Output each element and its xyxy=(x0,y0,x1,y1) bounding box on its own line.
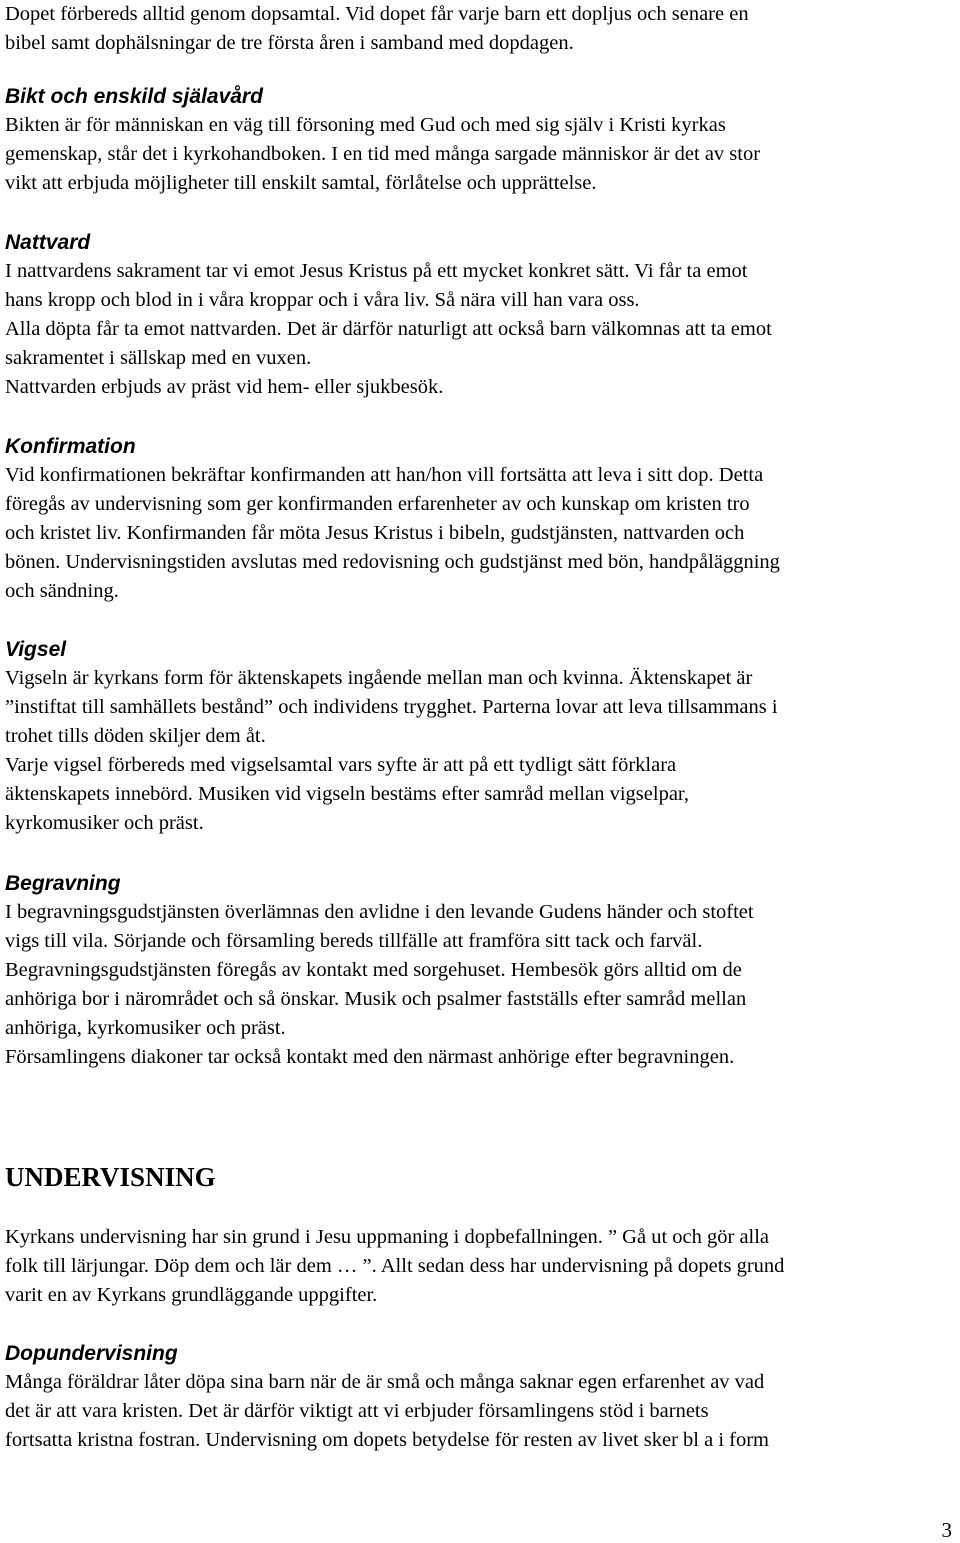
paragraph-line: fortsatta kristna fostran. Undervisning om dopets betydelse för resten av livet sker bl a i form xyxy=(5,1429,769,1451)
section-dopundervisning xyxy=(5,1339,960,1455)
chapter-heading: UNDERVISNING xyxy=(5,1162,216,1192)
paragraph-line: trohet tills döden skiljer dem åt. xyxy=(5,725,266,747)
paragraph-line: Varje vigsel förbereds med vigselsamtal vars syfte är att på ett tydligt sätt förklara xyxy=(5,754,677,776)
paragraph-line: anhöriga bor i närområdet och så önskar. Musik och psalmer fastställs efter samråd mellan xyxy=(5,988,747,1010)
section-heading: Konfirmation xyxy=(5,435,136,458)
paragraph-line: varit en av Kyrkans grundläggande uppgifter. xyxy=(5,1284,378,1306)
section-heading: Nattvard xyxy=(5,231,91,254)
paragraph-line: anhöriga, kyrkomusiker och präst. xyxy=(5,1017,286,1039)
paragraph-line: föregås av undervisning som ger konfirmanden erfarenheter av och kunskap om kristen tro xyxy=(5,493,750,515)
paragraph-line: äktenskapets innebörd. Musiken vid vigseln bestäms efter samråd mellan vigselpar, xyxy=(5,783,690,805)
paragraph-line: sakramentet i sällskap med en vuxen. xyxy=(5,347,312,369)
page-number: 3 xyxy=(941,1518,952,1542)
intro-paragraph xyxy=(5,0,960,58)
paragraph-line: bibel samt dophälsningar de tre första åren i samband med dopdagen. xyxy=(5,32,574,54)
section-undervisning xyxy=(5,1160,960,1194)
section-heading: Begravning xyxy=(5,872,121,895)
paragraph-line: hans kropp och blod in i våra kroppar och i våra liv. Så nära vill han vara oss. xyxy=(5,289,640,311)
paragraph-line: folk till lärjungar. Döp dem och lär dem … ”. Allt sedan dess har undervisning på dopets grund xyxy=(5,1255,785,1277)
paragraph-line: kyrkomusiker och präst. xyxy=(5,812,204,834)
paragraph-line: det är att vara kristen. Det är därför viktigt att vi erbjuder församlingens stöd i barnets xyxy=(5,1400,709,1422)
section-konfirmation xyxy=(5,432,960,606)
paragraph-line: bönen. Undervisningstiden avslutas med redovisning och gudstjänst med bön, handpåläggning xyxy=(5,551,780,573)
paragraph-line: Vigseln är kyrkans form för äktenskapets ingående mellan man och kvinna. Äktenskapet är xyxy=(5,667,753,689)
paragraph-line: Alla döpta får ta emot nattvarden. Det är därför naturligt att också barn välkomnas att ta emot xyxy=(5,318,772,340)
paragraph-line: och kristet liv. Konfirmanden får möta Jesus Kristus i bibeln, gudstjänsten, nattvarden och xyxy=(5,522,745,544)
section-heading: Dopundervisning xyxy=(5,1342,178,1365)
paragraph-line: I nattvardens sakrament tar vi emot Jesus Kristus på ett mycket konkret sätt. Vi får ta emot xyxy=(5,260,748,282)
paragraph-line: Vid konfirmationen bekräftar konfirmanden att han/hon vill fortsätta att leva i sitt dop. Detta xyxy=(5,464,764,486)
section-nattvard xyxy=(5,228,960,402)
paragraph-line: Många föräldrar låter döpa sina barn när de är små och många saknar egen erfarenhet av vad xyxy=(5,1371,765,1393)
paragraph-line: Dopet förbereds alltid genom dopsamtal. Vid dopet får varje barn ett dopljus och senare en xyxy=(5,3,749,25)
paragraph-line: Begravningsgudstjänsten föregås av kontakt med sorgehuset. Hembesök görs alltid om de xyxy=(5,959,742,981)
paragraph-line: Nattvarden erbjuds av präst vid hem- eller sjukbesök. xyxy=(5,376,444,398)
paragraph-line: Kyrkans undervisning har sin grund i Jesu uppmaning i dopbefallningen. ” Gå ut och gör alla xyxy=(5,1226,770,1248)
paragraph-line: vigs till vila. Sörjande och församling bereds tillfälle att framföra sitt tack och farväl. xyxy=(5,930,703,952)
section-vigsel xyxy=(5,635,960,838)
paragraph-line: vikt att erbjuda möjligheter till enskilt samtal, förlåtelse och upprättelse. xyxy=(5,172,597,194)
paragraph-line: Församlingens diakoner tar också kontakt med den närmast anhörige efter begravningen. xyxy=(5,1046,735,1068)
section-heading: Bikt och enskild själavård xyxy=(5,85,263,108)
paragraph-line: gemenskap, står det i kyrkohandboken. I en tid med många sargade människor är det av stor xyxy=(5,143,761,165)
paragraph-line: I begravningsgudstjänsten överlämnas den avlidne i den levande Gudens händer och stoftet xyxy=(5,901,754,923)
section-bikt xyxy=(5,82,960,198)
undervisning-paragraph xyxy=(5,1223,960,1310)
paragraph-line: Bikten är för människan en väg till försoning med Gud och med sig själv i Kristi kyrkas xyxy=(5,114,726,136)
paragraph-line: och sändning. xyxy=(5,580,119,602)
paragraph-line: ”instiftat till samhällets bestånd” och individens trygghet. Parterna lovar att leva tillsammans i xyxy=(5,696,778,718)
section-begravning xyxy=(5,869,960,1072)
section-heading: Vigsel xyxy=(5,638,67,661)
